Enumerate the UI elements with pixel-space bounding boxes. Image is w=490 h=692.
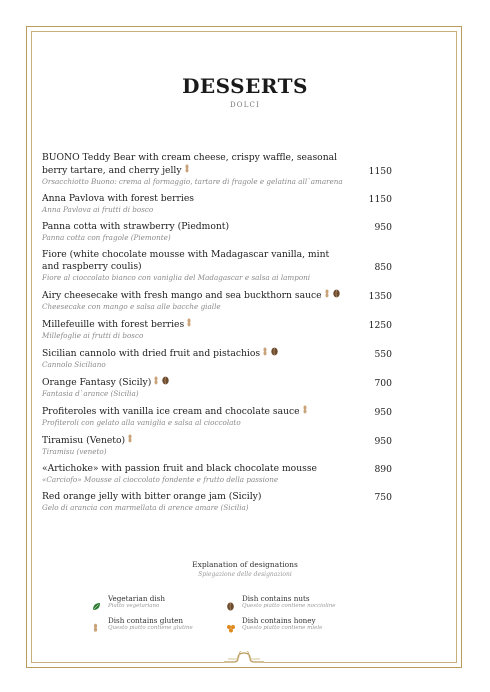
menu-item [42, 289, 392, 312]
gluten-icon [92, 618, 99, 637]
menu-item [42, 221, 392, 243]
item-name-italian: Profiteroli con gelato alla vaniglia e salsa al cioccolato [42, 418, 241, 427]
item-price: 1350 [368, 291, 392, 302]
item-price: 950 [374, 222, 392, 233]
item-name: BUONO Teddy Bear with cream cheese, crispy waffle, seasonal berry tartare, and cherry jelly [42, 152, 338, 176]
item-name-italian: Orsacchiotto Buono: crema al formaggio, tartare di fragole e gelatina all`amarena [42, 177, 343, 186]
item-name-italian: Cannolo Siciliano [42, 360, 106, 369]
menu-item [42, 376, 392, 399]
gluten-icon [186, 318, 192, 331]
item-name-italian: Tiramisu (veneto) [42, 447, 107, 456]
item-name-italian: Fantasia d`arance (Sicilia) [42, 389, 139, 398]
nuts-icon [270, 347, 279, 360]
item-name: «Artichoke» with passion fruit and black chocolate mousse [42, 463, 317, 474]
menu-item [42, 405, 392, 428]
legend-label-it: Questo piatto contiene miele [242, 625, 323, 631]
menu-item [42, 152, 392, 187]
item-name: Profiteroles with vanilla ice cream and chocolate sauce [42, 405, 342, 418]
honey-icon [226, 618, 236, 637]
item-price: 1250 [368, 320, 392, 331]
gluten-icon [262, 347, 268, 360]
item-name: Anna Pavlova with forest berries [42, 193, 194, 204]
item-name: Red orange jelly with bitter orange jam (Sicily) [42, 491, 262, 502]
legend-label: Dish contains honey [242, 616, 316, 625]
item-price: 1150 [368, 166, 392, 177]
nuts-icon [161, 376, 170, 389]
item-name-italian: Anna Pavlova ai frutti di bosco [42, 205, 154, 214]
item-name: Airy cheesecake with fresh mango and sea buckthorn sauce [42, 289, 342, 302]
item-name-italian: Gelo di arancia con marmellata di arence amare (Sicilia) [42, 503, 249, 512]
item-price: 850 [374, 262, 392, 273]
legend-title: Explanation of designations [192, 560, 298, 569]
item-name: Sicilian cannolo with dried fruit and pistachios [42, 347, 342, 360]
nuts-icon [332, 289, 341, 302]
gluten-icon [127, 434, 133, 447]
gluten-icon [184, 164, 190, 177]
nuts-icon [226, 596, 235, 615]
item-price: 550 [374, 349, 392, 360]
legend-label-it: Questo piatto contiene glutine [108, 625, 193, 631]
menu-item [42, 463, 392, 485]
menu-item [42, 318, 392, 341]
item-price: 950 [374, 407, 392, 418]
item-price: 700 [374, 378, 392, 389]
legend-subtitle: Spiegazione delle designazioni [198, 571, 292, 578]
item-name: Panna cotta with strawberry (Piedmont) [42, 221, 230, 232]
menu-item [42, 193, 392, 215]
gluten-icon [302, 405, 308, 418]
legend-label-it: Piatto vegetariano [108, 603, 160, 609]
item-name-italian: Millefoglie ai frutti di bosco [42, 331, 144, 340]
legend-honey [242, 616, 322, 632]
menu-item [42, 491, 392, 513]
item-name: Orange Fantasy (Sicily) [42, 376, 342, 389]
item-name: Fiore (white chocolate mousse with Madagascar vanilla, mint and raspberry coulis) [42, 249, 330, 272]
item-price: 950 [374, 436, 392, 447]
gluten-icon [153, 376, 159, 389]
item-name-italian: Fiore al cioccolato bianco con vaniglia del Madagascar e salsa ai lamponi [42, 273, 311, 282]
item-price: 750 [374, 492, 392, 503]
gluten-icon [324, 289, 330, 302]
menu-item [42, 347, 392, 370]
item-name-italian: «Carciofo» Mousse al cioccolato fondente e frutto della passione [42, 475, 279, 484]
legend-label: Dish contains nuts [242, 594, 310, 603]
legend-gluten [108, 616, 193, 632]
frame-ornament [224, 651, 264, 665]
menu-item [42, 249, 392, 283]
page-title: DESSERTS [182, 74, 308, 98]
item-name: Tiramisu (Veneto) [42, 434, 342, 447]
legend-label: Dish contains gluten [108, 616, 184, 625]
item-price: 890 [374, 464, 392, 475]
legend-label: Vegetarian dish [108, 594, 165, 603]
item-name-italian: Panna cotta con fragole (Piemonte) [42, 233, 171, 242]
page-subtitle: DOLCI [229, 101, 261, 109]
legend-nuts [242, 594, 336, 610]
item-price: 1150 [368, 194, 392, 205]
legend-vegetarian [108, 594, 165, 610]
item-name-italian: Cheesecake con mango e salsa alle bacche gialle [42, 302, 221, 311]
menu-item [42, 434, 392, 457]
vegetarian-icon [92, 596, 101, 615]
item-name: Millefeuille with forest berries [42, 318, 342, 331]
legend-label-it: Questo piatto contiene noccioline [242, 603, 336, 609]
menu-list [42, 152, 392, 519]
